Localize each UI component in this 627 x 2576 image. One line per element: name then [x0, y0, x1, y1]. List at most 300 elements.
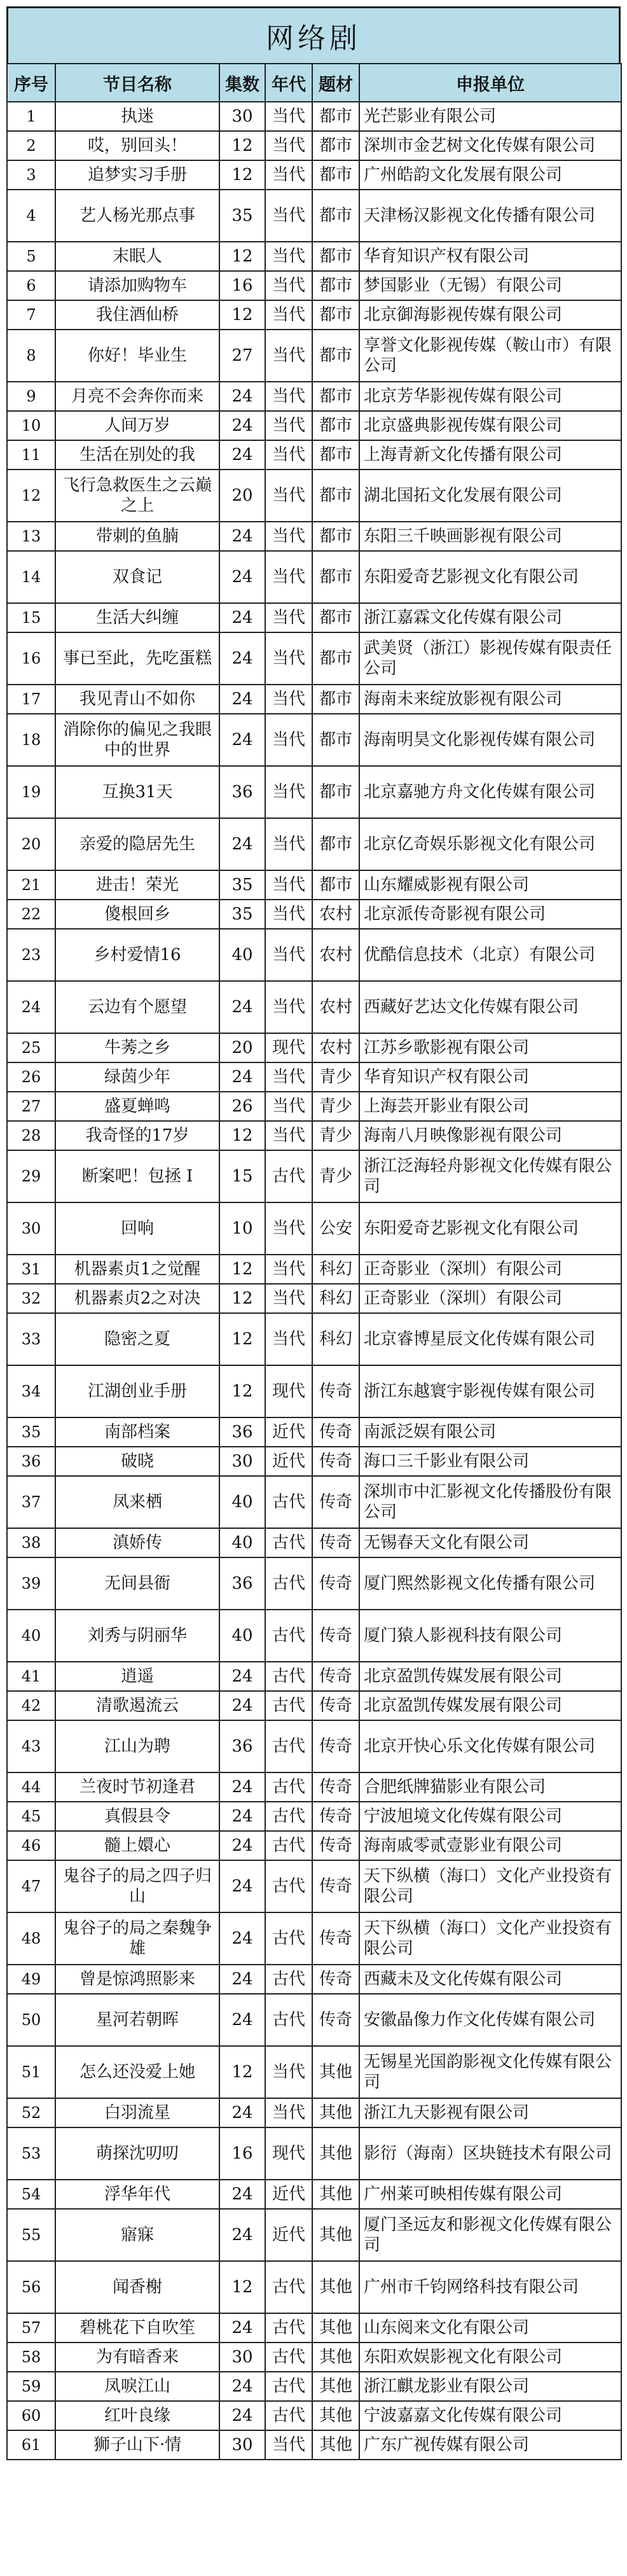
cell-genre: 其他: [312, 2430, 359, 2460]
cell-name: 刘秀与阴丽华: [55, 1610, 219, 1662]
cell-name: 断案吧！包拯 I: [55, 1150, 219, 1202]
cell-era: 当代: [265, 1062, 312, 1092]
cell-episodes: 36: [219, 1557, 265, 1610]
cell-era: 古代: [265, 1610, 312, 1662]
cell-no: 4: [7, 190, 55, 242]
table-row: [7, 1202, 621, 1255]
cell-name: 绿茵少年: [55, 1062, 219, 1092]
cell-genre: 都市: [312, 102, 359, 131]
cell-episodes: 12: [219, 2046, 265, 2098]
cell-unit: 海口三千影业有限公司: [359, 1447, 621, 1476]
drama-list-sheet: [6, 6, 621, 2460]
cell-genre: 其他: [312, 2401, 359, 2430]
cell-episodes: 12: [219, 1365, 265, 1417]
cell-genre: 传奇: [312, 1447, 359, 1476]
cell-no: 23: [7, 929, 55, 981]
cell-name: 机器素贞2之对决: [55, 1284, 219, 1313]
table-row: [7, 685, 621, 714]
cell-episodes: 16: [219, 2127, 265, 2180]
cell-genre: 传奇: [312, 1994, 359, 2046]
cell-era: 近代: [265, 1447, 312, 1476]
cell-era: 当代: [265, 603, 312, 632]
table-row: [7, 900, 621, 929]
cell-episodes: 40: [219, 1476, 265, 1528]
table-row: [7, 1255, 621, 1284]
cell-name: 云边有个愿望: [55, 981, 219, 1033]
cell-unit: 南派泛娱有限公司: [359, 1417, 621, 1447]
cell-name: 月亮不会奔你而来: [55, 382, 219, 411]
cell-name: 生活在别处的我: [55, 440, 219, 470]
cell-genre: 都市: [312, 190, 359, 242]
cell-no: 12: [7, 470, 55, 522]
cell-episodes: 35: [219, 870, 265, 900]
cell-episodes: 24: [219, 1802, 265, 1831]
cell-era: 当代: [265, 766, 312, 818]
cell-unit: 北京盈凯传媒发展有限公司: [359, 1662, 621, 1691]
cell-unit: 山东阅来文化有限公司: [359, 2313, 621, 2343]
table-row: [7, 271, 621, 300]
cell-era: 古代: [265, 1772, 312, 1802]
cell-genre: 其他: [312, 2313, 359, 2343]
cell-no: 10: [7, 411, 55, 440]
cell-era: 古代: [265, 2401, 312, 2430]
cell-unit: 上海芸开影业有限公司: [359, 1092, 621, 1121]
cell-name: 狮子山下·情: [55, 2430, 219, 2460]
cell-genre: 传奇: [312, 1912, 359, 1965]
cell-era: 当代: [265, 685, 312, 714]
cell-episodes: 24: [219, 2098, 265, 2127]
cell-genre: 都市: [312, 603, 359, 632]
cell-genre: 都市: [312, 522, 359, 551]
cell-genre: 都市: [312, 470, 359, 522]
cell-no: 53: [7, 2127, 55, 2180]
cell-no: 52: [7, 2098, 55, 2127]
cell-no: 14: [7, 551, 55, 603]
cell-genre: 传奇: [312, 1691, 359, 1720]
cell-no: 25: [7, 1033, 55, 1062]
cell-episodes: 40: [219, 1610, 265, 1662]
table-row: [7, 1528, 621, 1557]
cell-genre: 都市: [312, 271, 359, 300]
cell-genre: 都市: [312, 766, 359, 818]
cell-name: 闻香榭: [55, 2261, 219, 2313]
cell-no: 26: [7, 1062, 55, 1092]
cell-episodes: 24: [219, 2313, 265, 2343]
cell-episodes: 12: [219, 160, 265, 190]
cell-unit: 厦门圣远友和影视文化传媒有限公司: [359, 2209, 621, 2261]
table-row: [7, 714, 621, 766]
table-row: [7, 190, 621, 242]
cell-era: 当代: [265, 1121, 312, 1150]
cell-era: 当代: [265, 102, 312, 131]
cell-episodes: 24: [219, 632, 265, 685]
cell-unit: 天下纵横（海口）文化产业投资有限公司: [359, 1912, 621, 1965]
cell-no: 57: [7, 2313, 55, 2343]
cell-no: 39: [7, 1557, 55, 1610]
cell-genre: 其他: [312, 2261, 359, 2313]
cell-name: 艺人杨光那点事: [55, 190, 219, 242]
cell-episodes: 24: [219, 522, 265, 551]
cell-genre: 都市: [312, 818, 359, 870]
cell-no: 21: [7, 870, 55, 900]
cell-genre: 都市: [312, 440, 359, 470]
cell-episodes: 12: [219, 1255, 265, 1284]
cell-name: 生活大纠缠: [55, 603, 219, 632]
cell-no: 30: [7, 1202, 55, 1255]
cell-name: 我见青山不如你: [55, 685, 219, 714]
cell-no: 61: [7, 2430, 55, 2460]
cell-no: 46: [7, 1831, 55, 1860]
cell-unit: 广州市千钧网络科技有限公司: [359, 2261, 621, 2313]
cell-no: 38: [7, 1528, 55, 1557]
cell-episodes: 24: [219, 1662, 265, 1691]
cell-episodes: 24: [219, 818, 265, 870]
cell-genre: 科幻: [312, 1255, 359, 1284]
cell-no: 11: [7, 440, 55, 470]
cell-unit: 北京盈凯传媒发展有限公司: [359, 1691, 621, 1720]
cell-era: 当代: [265, 1092, 312, 1121]
cell-name: 你好！毕业生: [55, 330, 219, 382]
cell-era: 当代: [265, 131, 312, 160]
cell-episodes: 40: [219, 929, 265, 981]
cell-era: 近代: [265, 2209, 312, 2261]
sheet-title: 网络剧: [6, 6, 621, 65]
cell-name: 逍遥: [55, 1662, 219, 1691]
cell-name: 带刺的鱼腩: [55, 522, 219, 551]
cell-episodes: 35: [219, 190, 265, 242]
cell-era: 当代: [265, 2430, 312, 2460]
cell-genre: 其他: [312, 2098, 359, 2127]
table-row: [7, 1720, 621, 1772]
cell-genre: 传奇: [312, 1860, 359, 1912]
cell-era: 古代: [265, 1860, 312, 1912]
cell-genre: 都市: [312, 714, 359, 766]
cell-episodes: 24: [219, 2372, 265, 2401]
cell-era: 现代: [265, 2127, 312, 2180]
cell-no: 44: [7, 1772, 55, 1802]
cell-genre: 传奇: [312, 1365, 359, 1417]
cell-era: 当代: [265, 1284, 312, 1313]
cell-no: 6: [7, 271, 55, 300]
cell-unit: 北京派传奇影视有限公司: [359, 900, 621, 929]
cell-name: 破晓: [55, 1447, 219, 1476]
cell-unit: 华育知识产权有限公司: [359, 1062, 621, 1092]
table-row: [7, 1557, 621, 1610]
cell-unit: 海南戚零贰壹影业有限公司: [359, 1831, 621, 1860]
cell-genre: 传奇: [312, 1417, 359, 1447]
cell-genre: 青少: [312, 1121, 359, 1150]
cell-no: 2: [7, 131, 55, 160]
table-row: [7, 2261, 621, 2313]
cell-no: 15: [7, 603, 55, 632]
table-row: [7, 382, 621, 411]
cell-name: 傻根回乡: [55, 900, 219, 929]
cell-genre: 青少: [312, 1092, 359, 1121]
cell-episodes: 30: [219, 102, 265, 131]
cell-era: 当代: [265, 382, 312, 411]
cell-unit: 梦国影业（无锡）有限公司: [359, 271, 621, 300]
table-row: [7, 1994, 621, 2046]
cell-era: 古代: [265, 1965, 312, 1994]
cell-name: 无间县衙: [55, 1557, 219, 1610]
cell-genre: 传奇: [312, 1772, 359, 1802]
cell-era: 当代: [265, 2046, 312, 2098]
cell-era: 现代: [265, 1033, 312, 1062]
col-header-era: 年代: [265, 64, 312, 102]
cell-name: 南部档案: [55, 1417, 219, 1447]
cell-no: 50: [7, 1994, 55, 2046]
cell-genre: 都市: [312, 411, 359, 440]
cell-genre: 传奇: [312, 1528, 359, 1557]
table-row: [7, 1365, 621, 1417]
cell-unit: 安徽晶像力作文化传媒有限公司: [359, 1994, 621, 2046]
cell-genre: 传奇: [312, 1610, 359, 1662]
table-row: [7, 870, 621, 900]
cell-unit: 西藏未及文化传媒有限公司: [359, 1965, 621, 1994]
cell-genre: 都市: [312, 160, 359, 190]
table-row: [7, 2313, 621, 2343]
cell-no: 41: [7, 1662, 55, 1691]
cell-episodes: 24: [219, 981, 265, 1033]
cell-unit: 厦门熙然影视文化传播有限公司: [359, 1557, 621, 1610]
cell-unit: 东阳三千映画影视有限公司: [359, 522, 621, 551]
table-row: [7, 300, 621, 330]
table-row: [7, 1150, 621, 1202]
cell-era: 当代: [265, 1313, 312, 1365]
cell-episodes: 24: [219, 551, 265, 603]
cell-episodes: 24: [219, 1831, 265, 1860]
table-row: [7, 2046, 621, 2098]
table-row: [7, 1831, 621, 1860]
cell-name: 真假县令: [55, 1802, 219, 1831]
cell-era: 古代: [265, 2372, 312, 2401]
table-row: [7, 766, 621, 818]
cell-unit: 优酷信息技术（北京）有限公司: [359, 929, 621, 981]
cell-name: 凤来栖: [55, 1476, 219, 1528]
table-row: [7, 1772, 621, 1802]
table-row: [7, 242, 621, 271]
table-row: [7, 2430, 621, 2460]
cell-name: 双食记: [55, 551, 219, 603]
cell-episodes: 20: [219, 470, 265, 522]
cell-no: 60: [7, 2401, 55, 2430]
table-row: [7, 2343, 621, 2372]
cell-unit: 深圳市金艺树文化传媒有限公司: [359, 131, 621, 160]
cell-name: 牛莠之乡: [55, 1033, 219, 1062]
cell-era: 当代: [265, 632, 312, 685]
cell-name: 消除你的偏见之我眼中的世界: [55, 714, 219, 766]
cell-era: 当代: [265, 714, 312, 766]
cell-no: 32: [7, 1284, 55, 1313]
cell-unit: 浙江东越寰宇影视传媒有限公司: [359, 1365, 621, 1417]
col-header-unit: 申报单位: [359, 64, 621, 102]
cell-name: 飞行急救医生之云巅之上: [55, 470, 219, 522]
cell-genre: 都市: [312, 131, 359, 160]
cell-era: 当代: [265, 271, 312, 300]
cell-era: 当代: [265, 190, 312, 242]
cell-name: 哎，别回头！: [55, 131, 219, 160]
cell-episodes: 24: [219, 411, 265, 440]
header-row: [7, 64, 621, 102]
table-row: [7, 1662, 621, 1691]
cell-era: 当代: [265, 242, 312, 271]
cell-name: 凤唳江山: [55, 2372, 219, 2401]
cell-no: 33: [7, 1313, 55, 1365]
cell-name: 事已至此，先吃蛋糕: [55, 632, 219, 685]
cell-name: 机器素贞1之觉醒: [55, 1255, 219, 1284]
cell-no: 1: [7, 102, 55, 131]
cell-genre: 农村: [312, 1033, 359, 1062]
cell-episodes: 24: [219, 1860, 265, 1912]
cell-unit: 北京亿奇娱乐影视文化有限公司: [359, 818, 621, 870]
cell-genre: 传奇: [312, 1965, 359, 1994]
cell-no: 55: [7, 2209, 55, 2261]
cell-no: 37: [7, 1476, 55, 1528]
cell-era: 古代: [265, 1994, 312, 2046]
cell-episodes: 12: [219, 300, 265, 330]
cell-episodes: 24: [219, 1994, 265, 2046]
table-row: [7, 131, 621, 160]
cell-era: 古代: [265, 1720, 312, 1772]
cell-episodes: 24: [219, 2180, 265, 2209]
cell-era: 古代: [265, 1831, 312, 1860]
cell-unit: 浙江麒龙影业有限公司: [359, 2372, 621, 2401]
cell-name: 末眠人: [55, 242, 219, 271]
cell-episodes: 12: [219, 1284, 265, 1313]
cell-unit: 广州莱可映相传媒有限公司: [359, 2180, 621, 2209]
cell-unit: 北京盛典影视传媒有限公司: [359, 411, 621, 440]
cell-no: 8: [7, 330, 55, 382]
cell-era: 古代: [265, 1662, 312, 1691]
cell-era: 古代: [265, 1802, 312, 1831]
cell-unit: 山东耀威影视有限公司: [359, 870, 621, 900]
table-row: [7, 551, 621, 603]
cell-name: 白羽流星: [55, 2098, 219, 2127]
cell-unit: 无锡星光国韵影视文化传媒有限公司: [359, 2046, 621, 2098]
cell-unit: 无锡春天文化有限公司: [359, 1528, 621, 1557]
cell-unit: 华育知识产权有限公司: [359, 242, 621, 271]
cell-no: 31: [7, 1255, 55, 1284]
table-row: [7, 470, 621, 522]
cell-episodes: 12: [219, 1313, 265, 1365]
cell-unit: 北京芳华影视传媒有限公司: [359, 382, 621, 411]
cell-genre: 科幻: [312, 1313, 359, 1365]
cell-genre: 农村: [312, 981, 359, 1033]
cell-name: 人间万岁: [55, 411, 219, 440]
cell-name: 盛夏蝉鸣: [55, 1092, 219, 1121]
table-row: [7, 1313, 621, 1365]
cell-era: 古代: [265, 1476, 312, 1528]
cell-genre: 其他: [312, 2372, 359, 2401]
cell-unit: 东阳爱奇艺影视文化有限公司: [359, 551, 621, 603]
cell-name: 进击！荣光: [55, 870, 219, 900]
cell-no: 22: [7, 900, 55, 929]
cell-era: 当代: [265, 2098, 312, 2127]
table-row: [7, 2098, 621, 2127]
cell-genre: 传奇: [312, 1662, 359, 1691]
cell-unit: 影衍（海南）区块链技术有限公司: [359, 2127, 621, 2180]
cell-no: 47: [7, 1860, 55, 1912]
cell-genre: 都市: [312, 382, 359, 411]
table-row: [7, 1802, 621, 1831]
cell-no: 28: [7, 1121, 55, 1150]
table-row: [7, 1965, 621, 1994]
cell-name: 执迷: [55, 102, 219, 131]
cell-name: 鬼谷子的局之四子归山: [55, 1860, 219, 1912]
cell-no: 58: [7, 2343, 55, 2372]
table-row: [7, 632, 621, 685]
cell-episodes: 12: [219, 131, 265, 160]
cell-episodes: 40: [219, 1528, 265, 1557]
cell-episodes: 24: [219, 1772, 265, 1802]
cell-no: 51: [7, 2046, 55, 2098]
cell-era: 古代: [265, 2313, 312, 2343]
cell-genre: 都市: [312, 330, 359, 382]
cell-unit: 北京嘉驰方舟文化传媒有限公司: [359, 766, 621, 818]
table-row: [7, 1062, 621, 1092]
cell-unit: 东阳爱奇艺影视文化有限公司: [359, 1202, 621, 1255]
cell-era: 古代: [265, 1528, 312, 1557]
cell-episodes: 26: [219, 1092, 265, 1121]
table-row: [7, 603, 621, 632]
table-row: [7, 1033, 621, 1062]
cell-episodes: 24: [219, 1691, 265, 1720]
cell-name: 碧桃花下自吹笙: [55, 2313, 219, 2343]
cell-era: 当代: [265, 440, 312, 470]
col-header-no: 序号: [7, 64, 55, 102]
cell-unit: 海南明昊文化影视传媒有限公司: [359, 714, 621, 766]
cell-unit: 北京开快心乐文化传媒有限公司: [359, 1720, 621, 1772]
cell-no: 43: [7, 1720, 55, 1772]
cell-genre: 都市: [312, 685, 359, 714]
cell-unit: 浙江泛海轻舟影视文化传媒有限公司: [359, 1150, 621, 1202]
table-row: [7, 818, 621, 870]
cell-era: 古代: [265, 2261, 312, 2313]
table-body: [7, 102, 621, 2460]
cell-era: 当代: [265, 551, 312, 603]
cell-no: 17: [7, 685, 55, 714]
table-row: [7, 2372, 621, 2401]
cell-unit: 浙江嘉霖文化传媒有限公司: [359, 603, 621, 632]
table-row: [7, 1447, 621, 1476]
cell-no: 20: [7, 818, 55, 870]
cell-no: 5: [7, 242, 55, 271]
cell-no: 34: [7, 1365, 55, 1417]
cell-unit: 正奇影业（深圳）有限公司: [359, 1284, 621, 1313]
cell-genre: 传奇: [312, 1831, 359, 1860]
cell-name: 我奇怪的17岁: [55, 1121, 219, 1150]
cell-unit: 厦门猿人影视科技有限公司: [359, 1610, 621, 1662]
cell-no: 35: [7, 1417, 55, 1447]
table-row: [7, 522, 621, 551]
cell-era: 近代: [265, 2180, 312, 2209]
cell-genre: 科幻: [312, 1284, 359, 1313]
cell-unit: 北京御海影视传媒有限公司: [359, 300, 621, 330]
table-row: [7, 160, 621, 190]
cell-name: 亲爱的隐居先生: [55, 818, 219, 870]
cell-unit: 海南未来绽放影视有限公司: [359, 685, 621, 714]
cell-era: 当代: [265, 300, 312, 330]
col-header-episodes: 集数: [219, 64, 265, 102]
cell-genre: 传奇: [312, 1802, 359, 1831]
cell-episodes: 20: [219, 1033, 265, 1062]
cell-era: 当代: [265, 330, 312, 382]
table-row: [7, 929, 621, 981]
cell-genre: 青少: [312, 1062, 359, 1092]
cell-genre: 传奇: [312, 1720, 359, 1772]
cell-era: 近代: [265, 1417, 312, 1447]
cell-unit: 深圳市中汇影视文化传播股份有限公司: [359, 1476, 621, 1528]
